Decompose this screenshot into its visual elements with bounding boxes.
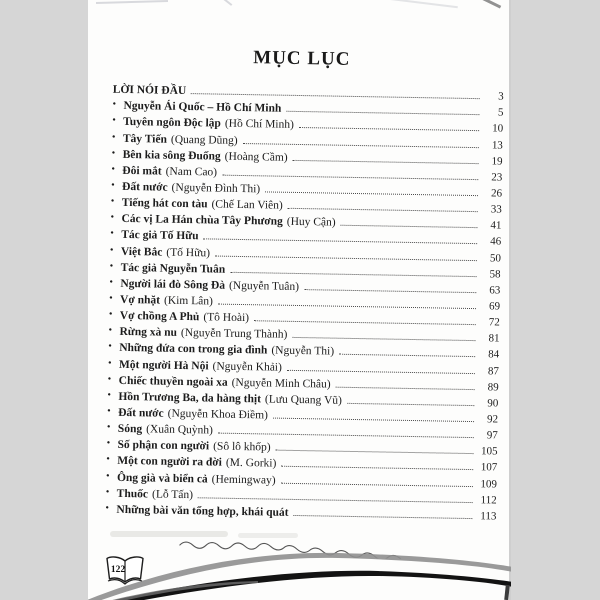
bullet-icon: • bbox=[105, 502, 110, 514]
toc-entry-title: Chiếc thuyền ngoài xa bbox=[118, 374, 228, 389]
dot-leader bbox=[304, 289, 476, 293]
toc-entry-page-number: 23 bbox=[491, 171, 503, 184]
bullet-icon: • bbox=[111, 179, 115, 191]
toc-entry-author: (Tố Hữu) bbox=[166, 246, 211, 260]
footer-page-number: 122 bbox=[110, 565, 126, 575]
toc-entry-page-number: 41 bbox=[490, 219, 502, 232]
toc-entry-page-number: 26 bbox=[490, 187, 503, 200]
toc-entry-page-number: 50 bbox=[489, 251, 502, 265]
toc-entry-page-number: 10 bbox=[492, 122, 504, 135]
toc-entry-author: (Nguyễn Thi) bbox=[271, 344, 335, 359]
toc-entry-title: Tác giả Nguyễn Tuân bbox=[120, 261, 226, 276]
toc-entry-page-number: 69 bbox=[488, 300, 501, 313]
bullet-icon: • bbox=[110, 211, 115, 224]
toc-entry-page-number: 112 bbox=[480, 493, 497, 507]
toc-entry-author: (M. Gorki) bbox=[225, 457, 277, 471]
bullet-icon: • bbox=[112, 99, 117, 111]
page-number-book-icon bbox=[104, 555, 146, 587]
toc-entry-title: Một con người ra đời bbox=[117, 455, 222, 470]
toc-entry-page-number: 3 bbox=[498, 90, 504, 103]
dot-leader bbox=[341, 225, 478, 228]
toc-entry-title: Tác giả Tố Hữu bbox=[121, 229, 199, 243]
book-page bbox=[88, 0, 511, 600]
bullet-icon: • bbox=[106, 421, 111, 433]
toc-entry-title: Tiếng hát con tàu bbox=[121, 197, 208, 211]
bullet-icon: • bbox=[111, 163, 116, 175]
toc-entry-title: Các vị La Hán chùa Tây Phương bbox=[121, 213, 283, 228]
toc-entry-title: Thuốc bbox=[116, 487, 149, 501]
toc-entry-page-number: 72 bbox=[488, 316, 500, 329]
toc-entry-page-number: 63 bbox=[489, 284, 501, 297]
bullet-icon: • bbox=[109, 292, 113, 304]
toc-entry-author: (Nguyễn Trung Thành) bbox=[180, 327, 288, 342]
toc-entry-author: (Chế Lan Viên) bbox=[211, 198, 283, 212]
toc-entry-author: (Nguyễn Khoa Điềm) bbox=[167, 407, 269, 422]
toc-entry-author: (Tô Hoài) bbox=[203, 311, 250, 325]
bullet-icon: • bbox=[112, 115, 116, 127]
bullet-icon: • bbox=[109, 276, 114, 288]
toc-entry-page-number: 5 bbox=[497, 106, 504, 119]
toc-entry-title: Bên kia sông Đuống bbox=[122, 148, 221, 163]
toc-entry-author: (Lưu Quang Vũ) bbox=[264, 393, 343, 407]
bullet-icon: • bbox=[110, 228, 114, 240]
toc-entry-title: Ông già và biển cả bbox=[116, 471, 208, 485]
bullet-icon: • bbox=[107, 373, 112, 385]
toc-entry-title: Đất nước bbox=[118, 406, 164, 420]
toc-entry-author: (Nguyễn Minh Châu) bbox=[231, 376, 331, 391]
bullet-icon: • bbox=[105, 486, 110, 498]
dot-leader bbox=[347, 403, 474, 406]
toc-entry-title: Vợ nhặt bbox=[120, 293, 161, 307]
toc-entry-title: Những đứa con trong gia đình bbox=[119, 342, 268, 357]
show-through-smudge bbox=[238, 533, 298, 538]
dot-leader bbox=[336, 386, 475, 389]
toc-entry-author: (Hồ Chí Minh) bbox=[224, 118, 294, 132]
toc-entry-title: Sóng bbox=[117, 422, 143, 436]
toc-entry-page-number: 90 bbox=[487, 397, 499, 410]
toc-entry-title: LỜI NÓI ĐẦU bbox=[112, 83, 187, 98]
bullet-icon: • bbox=[110, 195, 115, 207]
bullet-icon: • bbox=[108, 308, 113, 320]
toc-entry-author: (Xuân Quỳnh) bbox=[146, 423, 213, 437]
toc-entry-title: Tuyên ngôn Độc lập bbox=[123, 116, 221, 131]
toc-entry-page-number: 92 bbox=[486, 413, 499, 426]
toc-entry-author: (Hemingway) bbox=[211, 473, 276, 487]
toc-entry-author: (Nguyễn Tuân) bbox=[228, 279, 300, 293]
toc-entry-title: Những bài văn tổng hợp, khái quát bbox=[116, 503, 289, 519]
toc-entry-page-number: 19 bbox=[491, 155, 503, 168]
bullet-icon: • bbox=[109, 260, 114, 272]
bullet-icon: • bbox=[108, 324, 113, 337]
dot-leader bbox=[293, 515, 472, 519]
toc-entry-page-number: 87 bbox=[487, 364, 500, 378]
toc-entry-author: (Nguyễn Đình Thi) bbox=[171, 181, 261, 196]
toc-entry-title: Hồn Trương Ba, da hàng thịt bbox=[118, 390, 262, 406]
page-content bbox=[83, 0, 514, 560]
bullet-icon: • bbox=[107, 389, 112, 401]
toc-entry-title: Một người Hà Nội bbox=[118, 358, 209, 372]
bullet-icon: • bbox=[108, 341, 112, 353]
toc-entry-author: (Hoàng Cầm) bbox=[224, 150, 288, 164]
toc-entry-page-number: 58 bbox=[489, 268, 501, 281]
bullet-icon: • bbox=[111, 147, 116, 159]
toc-entry-page-number: 105 bbox=[480, 445, 498, 458]
toc-entry-page-number: 13 bbox=[491, 138, 503, 152]
toc-entry-title: Đất nước bbox=[121, 180, 168, 194]
toc-entry-page-number: 33 bbox=[490, 203, 502, 216]
toc-entry-title: Nguyễn Ái Quốc – Hồ Chí Minh bbox=[123, 100, 282, 115]
toc-entry-page-number: 81 bbox=[488, 332, 500, 345]
dot-leader bbox=[339, 354, 475, 357]
toc-entry-page-number: 89 bbox=[487, 380, 499, 394]
bullet-icon: • bbox=[106, 437, 111, 449]
toc-entry-author: (Nam Cao) bbox=[165, 165, 218, 179]
show-through-smudge bbox=[110, 531, 228, 537]
toc-entry-author: (Kim Lân) bbox=[163, 294, 213, 308]
bullet-icon: • bbox=[107, 405, 111, 417]
toc-entry-author: (Huy Cận) bbox=[286, 216, 336, 229]
toc-entry-author: (Quang Dũng) bbox=[170, 133, 238, 147]
toc-list bbox=[105, 80, 504, 523]
bullet-icon: • bbox=[107, 357, 112, 369]
bullet-icon: • bbox=[111, 131, 116, 143]
page-title: MỤC LỤC bbox=[253, 47, 351, 70]
toc-entry-title: Vợ chồng A Phủ bbox=[119, 310, 200, 324]
toc-entry-page-number: 84 bbox=[488, 348, 500, 361]
toc-entry-page-number: 46 bbox=[490, 235, 502, 248]
toc-entry-author: (Sô lô khốp) bbox=[213, 440, 271, 454]
toc-entry-page-number: 113 bbox=[480, 510, 497, 523]
toc-entry-author: (Lỗ Tấn) bbox=[151, 488, 194, 501]
bullet-icon: • bbox=[109, 244, 114, 256]
toc-entry-page-number: 97 bbox=[486, 429, 498, 442]
toc-entry-page-number: 109 bbox=[480, 477, 498, 491]
toc-entry-title: Việt Bắc bbox=[120, 245, 163, 259]
bullet-icon: • bbox=[105, 470, 110, 482]
footer-swoosh-decoration bbox=[88, 545, 511, 600]
toc-entry-author: (Nguyễn Khải) bbox=[212, 360, 283, 374]
bullet-icon: • bbox=[106, 454, 110, 466]
toc-entry-title: Số phận con người bbox=[117, 439, 210, 453]
toc-entry-title: Tây Tiến bbox=[122, 132, 168, 146]
toc-entry-title: Người lái đò Sông Đà bbox=[120, 277, 226, 292]
toc-entry-title: Rừng xà nu bbox=[119, 326, 178, 340]
toc-entry-page-number: 107 bbox=[480, 461, 498, 474]
toc-entry-title: Đôi mắt bbox=[122, 164, 162, 178]
